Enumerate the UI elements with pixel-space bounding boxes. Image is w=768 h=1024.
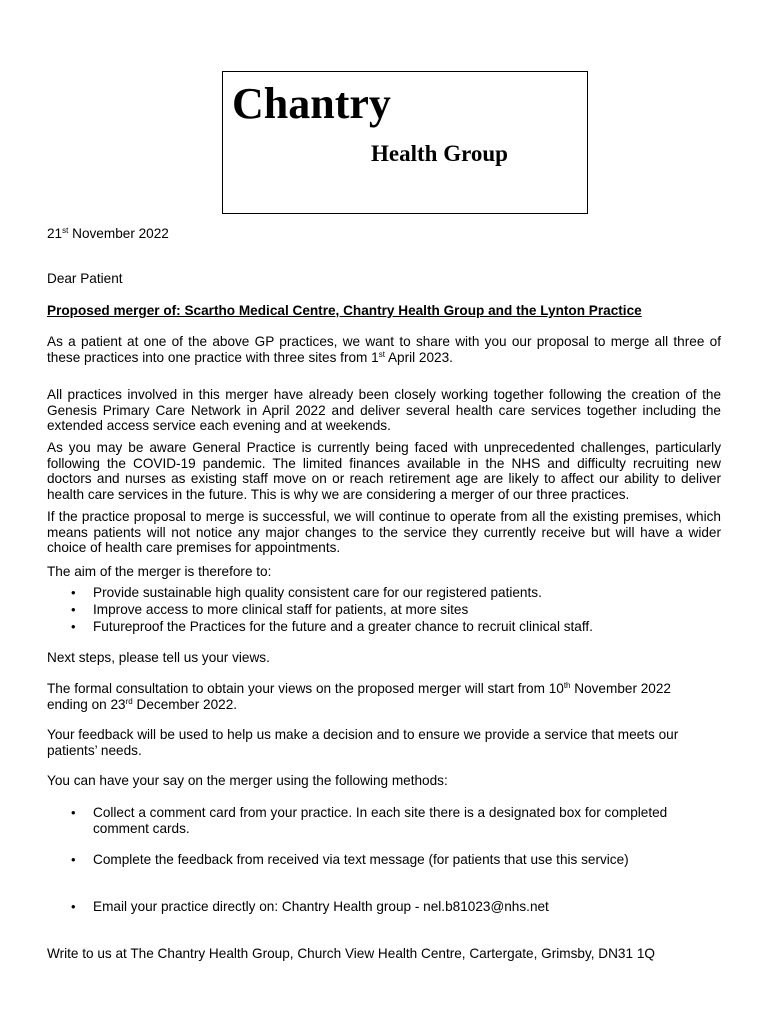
methods-intro: You can have your say on the merger using the following methods: — [47, 773, 448, 788]
intro-text: As a patient at one of the above GP practices, we want to share with you our proposal to merge all three of these practices into one practice with three sites from 1 — [47, 334, 721, 365]
aims-list — [47, 585, 721, 636]
intro-sup: st — [378, 349, 385, 359]
postal-address: Write to us at The Chantry Health Group, Church View Health Centre, Cartergate, Grimsby, DN31 1Q — [47, 946, 655, 961]
feedback-paragraph: Your feedback will be used to help us make a decision and to ensure we provide a service that meets our patients’ needs. — [47, 727, 679, 758]
letterhead-name: Chantry — [232, 79, 391, 128]
date-suffix: st — [62, 226, 69, 235]
consultation-text-end: December 2022. — [132, 696, 238, 712]
method-text: Collect a comment card from your practice. In each site there is a designated box for completed comment cards. — [93, 805, 668, 836]
aim-text: Provide sustainable high quality consistent care for our registered patients. — [93, 585, 542, 600]
date-rest: November 2022 — [68, 226, 169, 241]
list-item — [47, 619, 721, 636]
methods-list — [47, 805, 721, 836]
consultation-sup-start: th — [563, 681, 571, 690]
date-day: 21 — [47, 226, 63, 241]
list-item — [47, 602, 721, 619]
bullet-icon: • — [71, 852, 76, 867]
letterhead-box — [222, 71, 588, 214]
consultation-sup-end: rd — [125, 696, 133, 706]
consultation-paragraph — [47, 681, 707, 712]
list-item — [47, 585, 721, 602]
consultation-text-mid: November 2022 ending on 23 — [47, 681, 671, 712]
bullet-icon: • — [71, 602, 76, 617]
premises-paragraph: If the practice proposal to merge is successful, we will continue to operate from all the existing premises, which means patients will not notice any major changes to the service they currently receive but will have a wider choice of health care premises for appointments. — [47, 509, 721, 555]
network-paragraph: All practices involved in this merger have already been closely working together following the creation of the Genesis Primary Care Network in April 2022 and deliver several health care services together including the extended access service each evening and at weekends. — [47, 387, 721, 433]
bullet-icon: • — [71, 585, 76, 600]
list-item — [47, 899, 721, 915]
letter-date — [47, 226, 721, 242]
method-text: Complete the feedback from received via text message (for patients that use this service) — [93, 852, 629, 867]
list-item — [47, 805, 713, 836]
methods-list-3 — [47, 899, 721, 915]
next-steps: Next steps, please tell us your views. — [47, 650, 270, 665]
aim-text: Improve access to more clinical staff for patients, at more sites — [93, 602, 469, 617]
letter-heading: Proposed merger of: Scartho Medical Centre, Chantry Health Group and the Lynton Practice — [47, 303, 642, 318]
salutation: Dear Patient — [47, 271, 123, 286]
list-item — [47, 852, 721, 868]
method-text: Email your practice directly on: Chantry Health group - nel.b81023@nhs.net — [93, 899, 549, 914]
letterhead-subtitle: Health Group — [371, 141, 508, 166]
challenges-paragraph: As you may be aware General Practice is currently being faced with unprecedented challenges, particularly following the COVID-19 pandemic. The limited finances available in the NHS and difficulty recruiting new doctors and nurses as existing staff move on or reach retirement age are likely to affect our ability to deliver health care services in the future. This is why we are considering a merger of our three practices. — [47, 440, 721, 502]
methods-list-2 — [47, 852, 721, 868]
bullet-icon: • — [71, 805, 76, 820]
intro-text-end: April 2023. — [384, 349, 453, 365]
intro-paragraph — [47, 334, 721, 365]
bullet-icon: • — [71, 619, 76, 634]
bullet-icon: • — [71, 899, 76, 914]
consultation-text: The formal consultation to obtain your views on the proposed merger will start from 10 — [47, 681, 564, 696]
aim-intro: The aim of the merger is therefore to: — [47, 564, 272, 579]
aim-text: Futureproof the Practices for the future and a greater chance to recruit clinical staff. — [93, 619, 593, 634]
